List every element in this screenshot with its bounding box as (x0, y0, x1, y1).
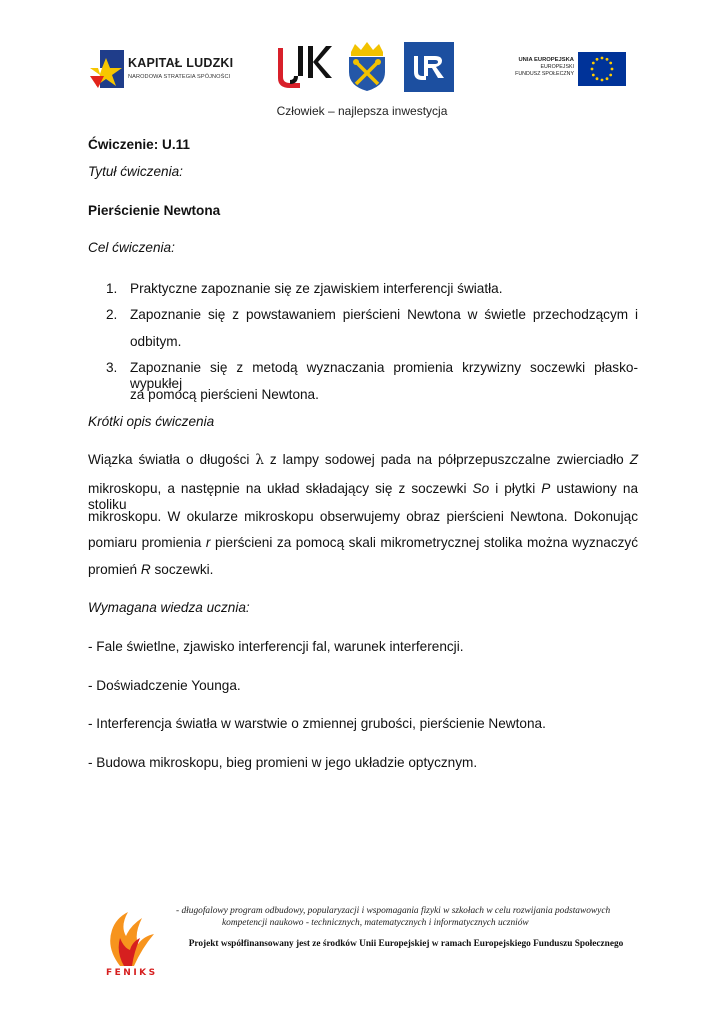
kapital-ludzki-logo (88, 46, 234, 92)
desc-text: promień (88, 562, 141, 577)
footer-line-1: - długofalowy program odbudowy, popularyzacji i wspomagania fizyki w szkołach w celu rozwijania podstawowych (176, 906, 611, 916)
eu-line-3: FUNDUSZ SPOŁECZNY (515, 71, 574, 77)
uj-logo-icon (268, 44, 334, 92)
header-caption: Człowiek – najlepsza inwestycja (276, 104, 448, 118)
knowledge-item-3: - Interferencja światła w warstwie o zmiennej grubości, pierścienie Newtona. (88, 716, 546, 731)
goal-1-line-1: Praktyczne zapoznanie się ze zjawiskiem interferencji światła. (130, 281, 503, 296)
eu-logo-text (512, 57, 574, 78)
description-line-1 (88, 452, 638, 469)
description-line-3: mikroskopu. W okularze mikroskopu obserwujemy obraz pierścieni Newtona. Dokonując (88, 509, 638, 524)
ur-logo-icon (404, 42, 454, 92)
desc-text: z lampy sodowej pada na półprzepuszczalne zwierciadło (263, 452, 630, 467)
feniks-wordmark: FENIKS (106, 968, 158, 978)
exercise-label: Ćwiczenie: U.11 (88, 137, 190, 152)
kapital-ludzki-star-icon (88, 46, 128, 92)
goal-3-line-2: za pomocą pierścieni Newtona. (130, 387, 319, 402)
goal-2-line-1: Zapoznanie się z powstawaniem pierścieni Newtona w świetle przechodzącym i (130, 307, 638, 322)
desc-text: pomiaru promienia (88, 535, 206, 550)
knowledge-item-2: - Doświadczenie Younga. (88, 678, 241, 693)
goal-number-2: 2. (106, 307, 118, 322)
description-line-5 (88, 562, 213, 578)
desc-text: soczewki. (150, 562, 214, 577)
kapital-ludzki-title: KAPITAŁ LUDZKI (128, 56, 234, 70)
plate-symbol: P (541, 481, 551, 496)
kapital-ludzki-subtitle: NARODOWA STRATEGIA SPÓJNOŚCI (128, 74, 231, 80)
description-heading: Krótki opis ćwiczenia (88, 414, 215, 429)
lambda-symbol: λ (255, 452, 264, 468)
title-heading: Tytuł ćwiczenia: (88, 164, 183, 179)
description-line-2 (88, 481, 638, 512)
eu-logo (512, 52, 626, 86)
goal-3-line-1: Zapoznanie się z metodą wyznaczania promienia krzywizny soczewki płasko-wypukłej (130, 360, 638, 391)
footer-line-2: kompetencji naukowo - technicznych, matematycznych i informatycznych uczniów (222, 918, 529, 928)
radius-symbol: r (205, 535, 211, 550)
feniks-flame-icon (98, 908, 160, 968)
desc-text: pierścieni za pomocą skali mikrometrycznej stolika można wyznaczyć (210, 535, 639, 550)
eu-flag-icon (578, 52, 626, 86)
goal-number-1: 1. (106, 281, 118, 296)
eu-line-2: EUROPEJSKI (540, 64, 574, 70)
mirror-symbol: Z (629, 452, 638, 467)
curvature-symbol: R (140, 562, 151, 577)
description-line-4 (88, 535, 638, 552)
exercise-title: Pierścienie Newtona (88, 203, 221, 218)
knowledge-item-1: - Fale świetlne, zjawisko interferencji fal, warunek interferencji. (88, 639, 464, 654)
feniks-logo (98, 908, 160, 980)
goal-2-line-2: odbitym. (130, 334, 182, 349)
desc-text: mikroskopu, a następnie na układ składający się z soczewki (88, 481, 473, 496)
lens-symbol: So (472, 481, 490, 496)
footer-program-text (176, 905, 636, 929)
desc-text: Wiązka światła o długości (88, 452, 256, 467)
university-crest-icon (345, 42, 389, 92)
desc-text: ustawiony na stoliku (88, 481, 638, 512)
knowledge-heading: Wymagana wiedza ucznia: (88, 600, 250, 615)
goal-heading: Cel ćwiczenia: (88, 240, 175, 255)
goal-number-3: 3. (106, 360, 118, 375)
desc-text: i płytki (489, 481, 542, 496)
eu-line-1: UNIA EUROPEJSKA (518, 57, 574, 63)
footer-funding-text: Projekt współfinansowany jest ze środków Unii Europejskiej w ramach Europejskiego Funduszu Społecznego (188, 939, 624, 949)
knowledge-item-4: - Budowa mikroskopu, bieg promieni w jego układzie optycznym. (88, 755, 478, 770)
